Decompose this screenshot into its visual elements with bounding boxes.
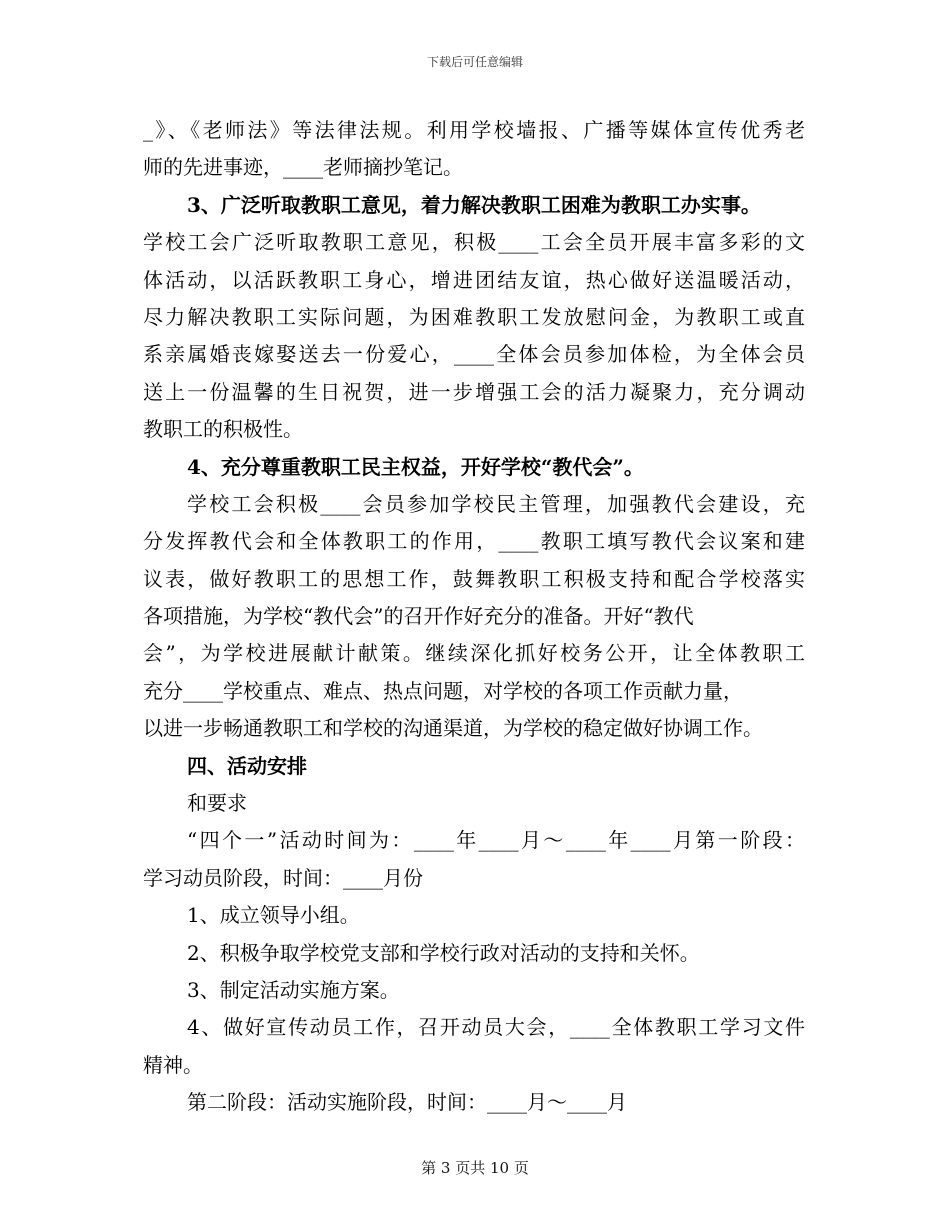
document-body [143, 112, 805, 1122]
list-item: 1、成立领导小组。 [187, 903, 360, 928]
text-line: 以进一步畅通教职工和学校的沟通渠道，为学校的稳定做好协调工作。 [143, 716, 763, 741]
text-line: 学习动员阶段，时间：____月份 [143, 865, 423, 890]
text-line: 教职工的积极性。 [143, 417, 303, 442]
text-line: 充分____学校重点、难点、热点问题，对学校的各项工作贡献力量， [143, 678, 743, 703]
text-line: 精神。 [143, 1052, 203, 1077]
text-line: 第二阶段：活动实施阶段，时间：____月～____月 [187, 1090, 627, 1115]
item-heading: 3、广泛听取教职工意见，着力解决教职工困难为教职工办实事。 [187, 192, 761, 217]
text-line: 送上一份温馨的生日祝贺，进一步增强工会的活力凝聚力，充分调动 [143, 379, 805, 404]
list-item: 3、制定活动实施方案。 [187, 977, 400, 1002]
page-header: 下载后可任意编辑 [426, 55, 523, 69]
list-item: 2、积极争取学校党支部和学校行政对活动的支持和关怀。 [187, 940, 700, 965]
text-line: 尽力解决教职工实际问题，为困难教职工发放慰问金，为教职工或直 [143, 304, 805, 329]
text-line: 系亲属婚丧嫁娶送去一份爱心，____全体会员参加体检，为全体会员 [143, 342, 805, 367]
section-heading: 四、活动安排 [187, 753, 307, 778]
text-line: 会”，为学校进展献计献策。继续深化抓好校务公开，让全体教职工 [143, 641, 805, 666]
text-line: 各项措施，为学校“教代会”的召开作好充分的准备。开好“教代 [143, 604, 694, 629]
text-line: 议表，做好教职工的思想工作，鼓舞教职工积极支持和配合学校落实 [143, 566, 805, 591]
text-line: 学校工会积极____会员参加学校民主管理，加强教代会建设，充 [187, 491, 805, 516]
item-heading: 4、充分尊重教职工民主权益，开好学校“教代会”。 [187, 454, 644, 479]
text-line: 师的先进事迹，____老师摘抄笔记。 [143, 155, 463, 180]
text-line: 学校工会广泛听取教职工意见，积极____工会全员开展丰富多彩的文 [143, 230, 805, 255]
page-footer: 第 3 页共 10 页 [421, 1159, 529, 1177]
text-line: “四个一”活动时间为：____年____月～____年____月第一阶段： [187, 828, 805, 853]
text-line: 和要求 [187, 791, 247, 816]
list-item: 4、做好宣传动员工作，召开动员大会，____全体教职工学习文件 [187, 1015, 805, 1040]
text-line: 体活动，以活跃教职工身心，增进团结友谊，热心做好送温暖活动， [143, 267, 805, 292]
text-line: 分发挥教代会和全体教职工的作用，____教职工填写教代会议案和建 [143, 529, 805, 554]
text-line: _》、《老师法》等法律法规。利用学校墙报、广播等媒体宣传优秀老 [143, 118, 805, 142]
